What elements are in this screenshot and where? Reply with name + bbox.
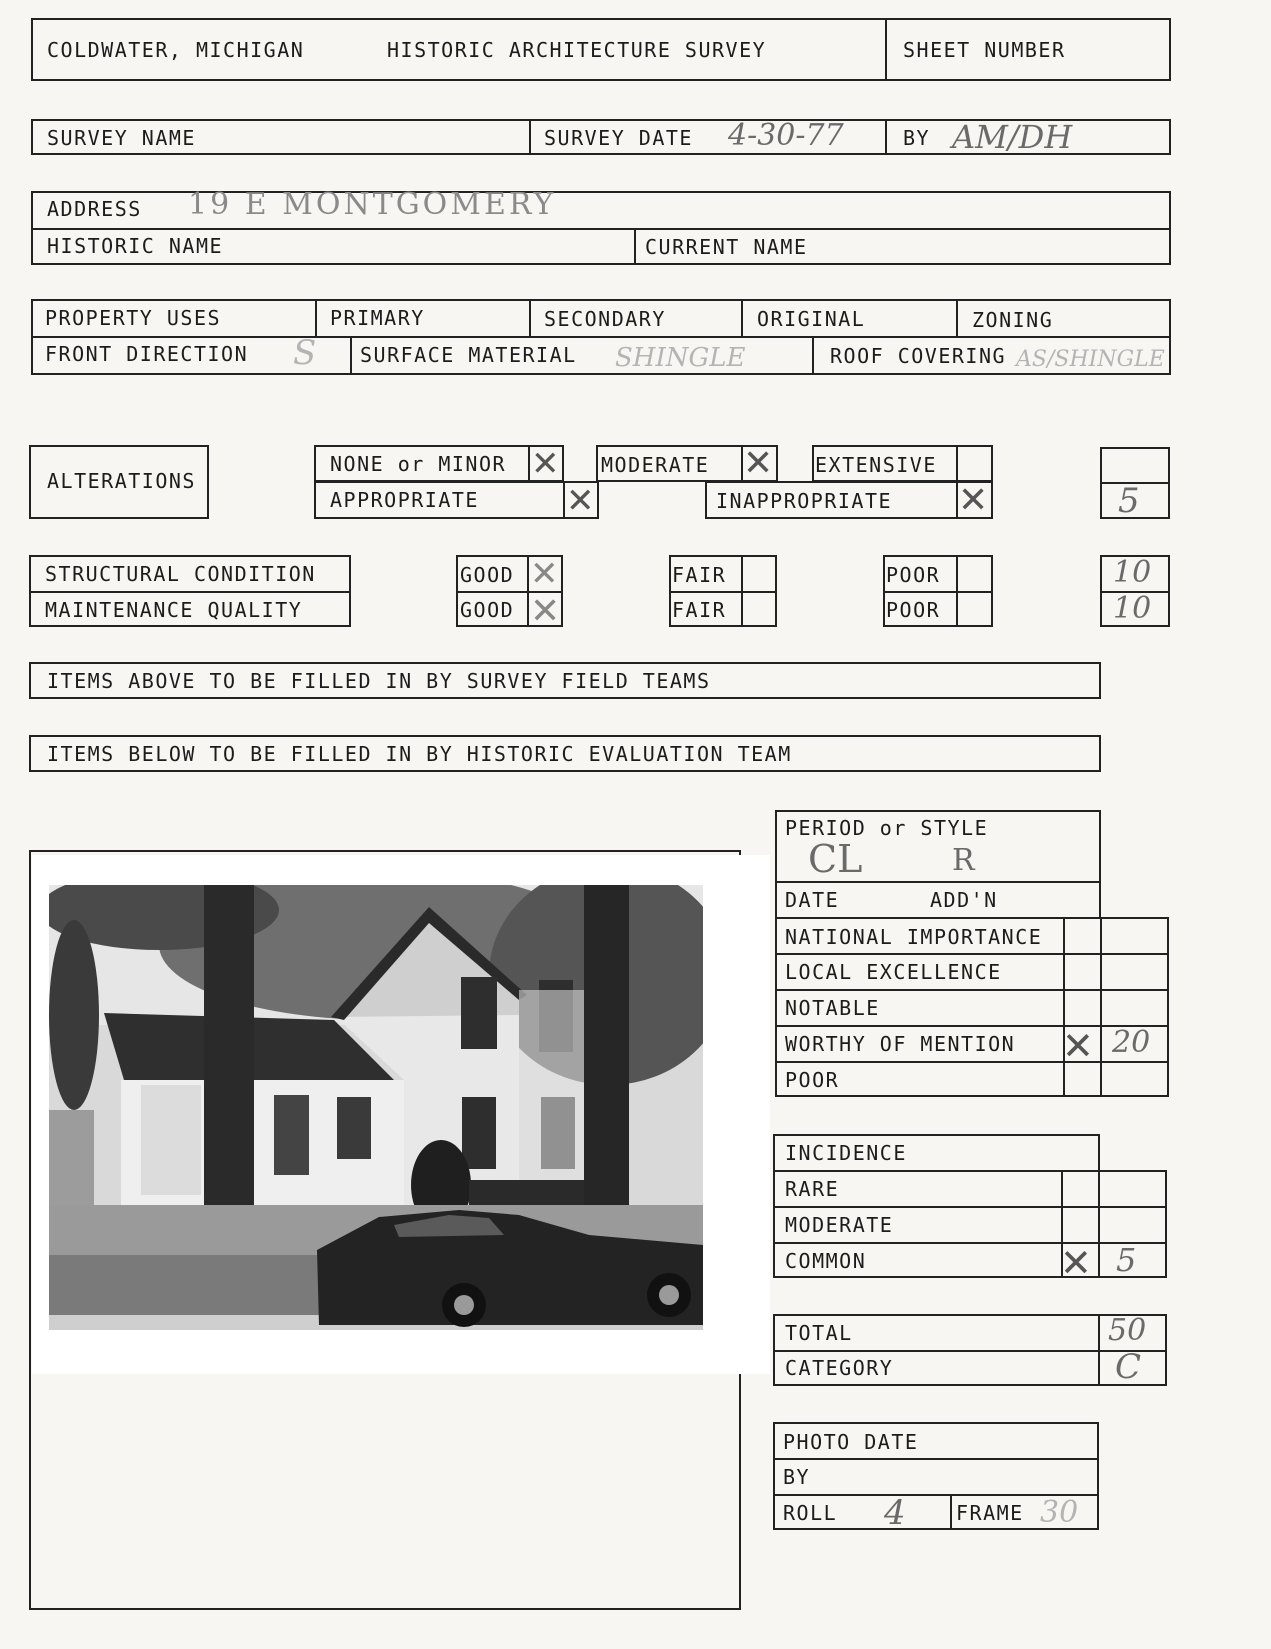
period-value-2: R xyxy=(952,843,975,878)
house-photo-mount xyxy=(32,855,770,1374)
city-label: COLDWATER, MICHIGAN xyxy=(47,38,305,62)
moderate-alt-check: ✕ xyxy=(743,443,774,484)
structural-poor-label: POOR xyxy=(886,563,941,587)
extensive-check-divider xyxy=(956,445,958,482)
original-label: ORIGINAL xyxy=(757,307,866,331)
importance-div-1 xyxy=(1063,917,1065,1097)
importance-row-2 xyxy=(775,989,1169,991)
house-photo xyxy=(49,885,703,1330)
structural-score: 10 xyxy=(1113,555,1152,590)
worthy-label: WORTHY OF MENTION xyxy=(785,1032,1016,1056)
category-value: C xyxy=(1115,1347,1142,1387)
photo-by-label: BY xyxy=(783,1465,811,1489)
moderate-alt-label: MODERATE xyxy=(601,453,710,477)
importance-poor-label: POOR xyxy=(785,1068,840,1092)
roll-label: ROLL xyxy=(783,1501,838,1525)
maintenance-good-check: ✕ xyxy=(530,591,561,632)
primary-label: PRIMARY xyxy=(330,306,425,330)
inappropriate-label: INAPPROPRIATE xyxy=(716,489,893,513)
evaluation-team-note: ITEMS BELOW TO BE FILLED IN BY HISTORIC EVALUATION TEAM xyxy=(47,742,792,766)
importance-div-2 xyxy=(1100,917,1102,1097)
incidence-row-2 xyxy=(773,1242,1167,1244)
common-label: COMMON xyxy=(785,1249,867,1273)
poor-divider-v xyxy=(956,555,958,627)
survey-divider-1 xyxy=(529,119,531,155)
alterations-score: 5 xyxy=(1118,481,1140,521)
local-excellence-label: LOCAL EXCELLENCE xyxy=(785,960,1002,984)
sheet-number-label: SHEET NUMBER xyxy=(903,38,1066,62)
address-value: 19 E MONTGOMERY xyxy=(188,187,557,222)
incidence-row-1 xyxy=(773,1206,1167,1208)
front-direction-label: FRONT DIRECTION xyxy=(45,342,249,366)
photo-info-divider xyxy=(950,1494,952,1530)
incidence-score: 5 xyxy=(1116,1241,1137,1279)
period-style-label: PERIOD or STYLE xyxy=(785,816,989,840)
property-div-1 xyxy=(315,299,317,336)
address-divider-v xyxy=(634,228,636,265)
category-label: CATEGORY xyxy=(785,1356,894,1380)
importance-row-3 xyxy=(775,1025,1169,1027)
condition-label-divider xyxy=(29,591,351,593)
incidence-moderate-label: MODERATE xyxy=(785,1213,894,1237)
survey-by-value: AM/DH xyxy=(952,118,1073,156)
current-name-label: CURRENT NAME xyxy=(645,235,808,259)
header-divider xyxy=(885,18,887,81)
survey-by-label: BY xyxy=(903,126,931,150)
survey-title: HISTORIC ARCHITECTURE SURVEY xyxy=(387,38,767,62)
address-label: ADDRESS xyxy=(47,197,142,221)
structural-good-check: ✕ xyxy=(530,554,559,594)
property-div-2 xyxy=(529,299,531,336)
structural-fair-label: FAIR xyxy=(672,563,727,587)
property-div-4 xyxy=(956,299,958,336)
extensive-label: EXTENSIVE xyxy=(815,453,937,477)
frame-label: FRAME xyxy=(956,1501,1024,1525)
appropriate-label: APPROPRIATE xyxy=(330,488,479,512)
address-divider-h xyxy=(31,228,1171,230)
worthy-check: ✕ xyxy=(1062,1024,1094,1068)
maintenance-good-label: GOOD xyxy=(460,598,515,622)
property-divider-h xyxy=(31,336,1171,338)
importance-row-4 xyxy=(775,1061,1169,1063)
survey-date-value: 4-30-77 xyxy=(728,118,844,153)
appropriate-check: ✕ xyxy=(566,481,595,521)
roof-covering-label: ROOF COVERING xyxy=(830,344,1007,368)
survey-date-label: SURVEY DATE xyxy=(544,126,693,150)
period-value-1: CL xyxy=(808,837,863,881)
surface-material-value: SHINGLE xyxy=(615,343,746,373)
property-div-6 xyxy=(812,336,814,375)
none-minor-check-divider xyxy=(528,445,530,482)
property-uses-label: PROPERTY USES xyxy=(45,306,222,330)
fair-divider-v xyxy=(741,555,743,627)
photo-info-row-1 xyxy=(773,1458,1099,1460)
roof-covering-value: AS/SHINGLE xyxy=(1016,347,1165,372)
poor-divider-h xyxy=(883,591,993,593)
photo-date-label: PHOTO DATE xyxy=(783,1430,919,1454)
front-direction-value: S xyxy=(293,333,317,373)
incidence-div-2 xyxy=(1098,1170,1100,1278)
maintenance-quality-label: MAINTENANCE QUALITY xyxy=(45,598,303,622)
national-importance-label: NATIONAL IMPORTANCE xyxy=(785,925,1043,949)
alterations-label: ALTERATIONS xyxy=(47,469,196,493)
property-div-5 xyxy=(350,336,352,375)
incidence-label: INCIDENCE xyxy=(785,1141,907,1165)
importance-score: 20 xyxy=(1112,1025,1151,1060)
roll-value: 4 xyxy=(884,1493,906,1533)
maintenance-score: 10 xyxy=(1113,591,1152,626)
fair-divider-h xyxy=(669,591,777,593)
total-value: 50 xyxy=(1108,1313,1147,1348)
historic-name-label: HISTORIC NAME xyxy=(47,234,224,258)
inappropriate-check: ✕ xyxy=(958,480,989,521)
none-minor-label: NONE or MINOR xyxy=(330,452,507,476)
maintenance-fair-label: FAIR xyxy=(672,598,727,622)
property-div-3 xyxy=(741,299,743,336)
totals-divider-h xyxy=(773,1350,1167,1352)
total-label: TOTAL xyxy=(785,1321,853,1345)
good-divider-v xyxy=(527,555,529,627)
maintenance-poor-label: POOR xyxy=(886,598,941,622)
surface-material-label: SURFACE MATERIAL xyxy=(360,343,577,367)
survey-name-label: SURVEY NAME xyxy=(47,126,196,150)
notable-label: NOTABLE xyxy=(785,996,880,1020)
frame-value: 30 xyxy=(1040,1495,1079,1530)
importance-row-1 xyxy=(775,953,1169,955)
zoning-label: ZONING xyxy=(972,308,1054,332)
addn-label: ADD'N xyxy=(930,888,998,912)
structural-good-label: GOOD xyxy=(460,563,515,587)
date-label: DATE xyxy=(785,888,840,912)
survey-divider-2 xyxy=(885,119,887,155)
none-minor-check: ✕ xyxy=(531,444,560,484)
rare-label: RARE xyxy=(785,1177,840,1201)
field-teams-note: ITEMS ABOVE TO BE FILLED IN BY SURVEY FIELD TEAMS xyxy=(47,669,711,693)
secondary-label: SECONDARY xyxy=(544,307,666,331)
common-check: ✕ xyxy=(1060,1241,1092,1285)
structural-condition-label: STRUCTURAL CONDITION xyxy=(45,562,316,586)
appropriate-check-divider xyxy=(563,481,565,519)
